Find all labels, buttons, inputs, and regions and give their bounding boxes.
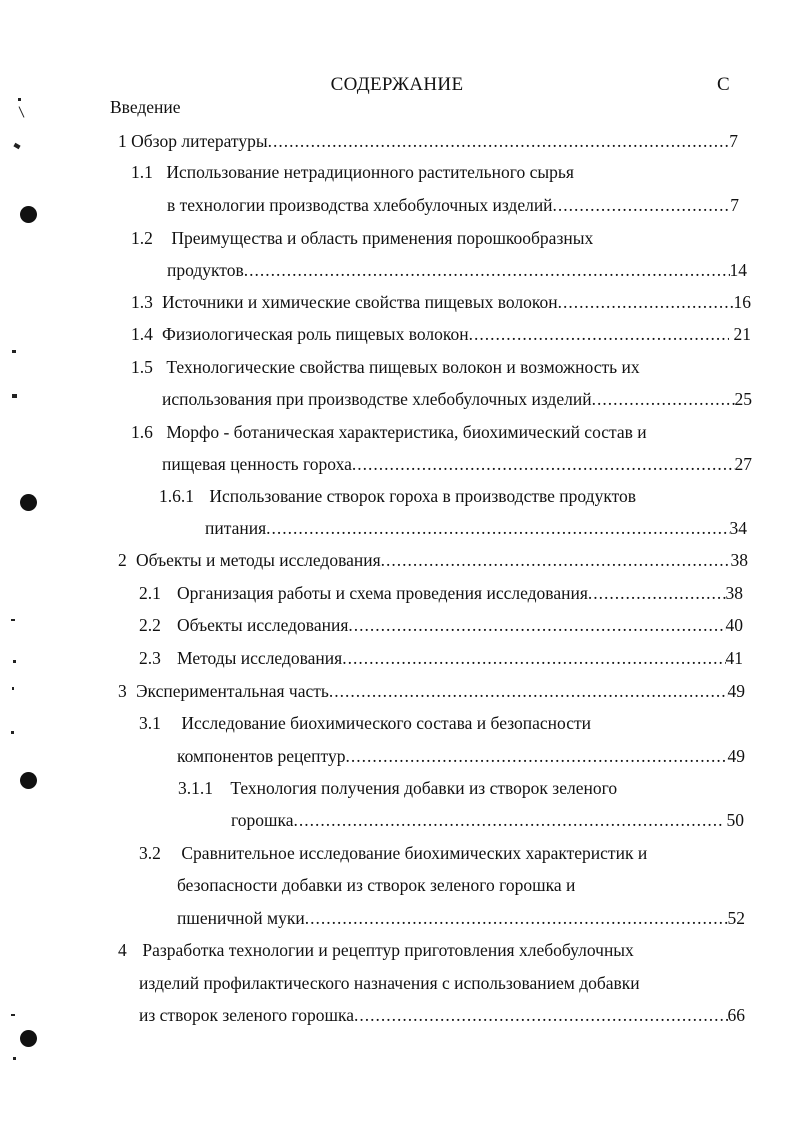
toc-leader <box>266 516 729 540</box>
scan-speck <box>11 731 14 734</box>
toc-number: 1.4 <box>131 324 153 344</box>
toc-entry-1-2 <box>131 226 593 250</box>
toc-page: 50 <box>722 810 744 830</box>
toc-entry-introduction <box>110 95 181 119</box>
toc-leader <box>592 387 735 411</box>
scan-speck <box>11 1014 15 1016</box>
punch-hole <box>20 772 37 789</box>
toc-text: продуктов <box>167 260 244 280</box>
toc-text: Объекты и методы исследования <box>136 550 381 570</box>
toc-page: 16 <box>733 292 751 312</box>
toc-page: 27 <box>734 454 752 474</box>
toc-entry-1-3 <box>131 290 751 314</box>
toc-text: Физиологическая роль пищевых волокон <box>162 324 469 344</box>
toc-entry-2-1 <box>139 581 743 605</box>
toc-number: 2.3 <box>139 648 161 668</box>
toc-page: 49 <box>727 681 745 701</box>
toc-text: горошка <box>231 810 294 830</box>
toc-number: 1.3 <box>131 292 153 312</box>
toc-text: Технологические свойства пищевых волокон и возможность их <box>166 357 640 377</box>
toc-leader <box>345 744 727 768</box>
toc-text: изделий профилактического назначения с использованием добавки <box>139 973 640 993</box>
toc-page: 40 <box>725 615 743 635</box>
toc-text: в технологии производства хлебобулочных изделий <box>167 195 553 215</box>
toc-number: 1.2 <box>131 228 153 248</box>
punch-hole <box>20 1030 37 1047</box>
punch-hole <box>20 206 37 223</box>
toc-text: Преимущества и область применения порошкообразных <box>171 228 594 248</box>
toc-entry-1-6-cont <box>162 452 752 476</box>
punch-hole <box>20 494 37 511</box>
toc-text: Сравнительное исследование биохимических характеристик и <box>181 843 648 863</box>
scan-speck <box>12 394 17 398</box>
toc-text: пищевая ценность гороха <box>162 454 352 474</box>
toc-number: 1.5 <box>131 357 153 377</box>
scan-speck <box>18 98 21 101</box>
toc-entry-2-2 <box>139 613 743 637</box>
toc-text: Методы исследования <box>177 648 343 668</box>
toc-text: безопасности добавки из створок зеленого горошка и <box>177 875 576 895</box>
toc-leader <box>354 1003 728 1027</box>
toc-leader <box>348 613 725 637</box>
toc-leader <box>381 548 731 572</box>
toc-page: 41 <box>725 648 743 668</box>
toc-entry-4 <box>118 938 634 962</box>
toc-page: 21 <box>729 324 751 344</box>
scan-speck <box>13 143 20 149</box>
toc-entry-3-1 <box>139 711 591 735</box>
toc-leader <box>588 581 726 605</box>
toc-entry-1-1-cont <box>167 193 739 217</box>
scan-speck <box>11 619 15 621</box>
toc-leader <box>469 322 730 346</box>
toc-entry-3-1-1-cont <box>231 808 744 832</box>
toc-entry-2 <box>118 548 748 572</box>
toc-number: 2.2 <box>139 615 161 635</box>
toc-entry-1-6-1 <box>159 484 636 508</box>
toc-number: 3.1 <box>139 713 161 733</box>
toc-text: Использование створок гороха в производстве продуктов <box>209 486 637 506</box>
toc-leader <box>268 129 730 153</box>
toc-page: 7 <box>730 195 739 215</box>
toc-number: 3 <box>118 681 127 701</box>
toc-number: 1.1 <box>131 162 153 182</box>
toc-text: Введение <box>110 97 181 117</box>
toc-page: 66 <box>727 1005 745 1025</box>
toc-number: 2 <box>118 550 127 570</box>
toc-number: 4 <box>118 940 127 960</box>
scan-speck <box>13 660 16 663</box>
toc-entry-3-2-cont <box>177 873 575 897</box>
toc-text: Морфо - ботаническая характеристика, биохимический состав и <box>166 422 647 442</box>
toc-text: использования при производстве хлебобулочных изделий <box>162 389 592 409</box>
toc-leader <box>305 906 728 930</box>
toc-page: 49 <box>727 746 745 766</box>
toc-text: питания <box>205 518 267 538</box>
toc-text: Объекты исследования <box>177 615 349 635</box>
toc-entry-1-4 <box>131 322 751 346</box>
toc-text: Экспериментальная часть <box>136 681 329 701</box>
toc-leader <box>553 193 731 217</box>
toc-leader <box>293 808 722 832</box>
toc-entry-1-6-1-cont <box>205 516 747 540</box>
toc-number: 2.1 <box>139 583 161 603</box>
toc-text: пшеничной муки <box>177 908 305 928</box>
toc-text: Исследование биохимического состава и безопасности <box>181 713 591 733</box>
toc-entry-3-2 <box>139 841 647 865</box>
page-column-label: С <box>717 74 730 95</box>
scan-speck <box>19 106 25 117</box>
toc-page: 38 <box>725 583 743 603</box>
toc-entry-2-3 <box>139 646 743 670</box>
toc-text: Источники и химические свойства пищевых волокон <box>162 292 558 312</box>
toc-entry-1 <box>118 129 738 153</box>
toc-leader <box>342 646 725 670</box>
toc-page: 25 <box>734 389 752 409</box>
toc-entry-1-5 <box>131 355 640 379</box>
toc-page: 34 <box>729 518 747 538</box>
toc-leader <box>558 290 734 314</box>
toc-entry-1-2-cont <box>167 258 747 282</box>
toc-page: 52 <box>727 908 745 928</box>
toc-number: 3.2 <box>139 843 161 863</box>
toc-entry-1-6 <box>131 420 647 444</box>
toc-text: Технология получения добавки из створок зеленого <box>230 778 618 798</box>
toc-text: компонентов рецептур <box>177 746 346 766</box>
toc-leader <box>329 679 728 703</box>
toc-page: 38 <box>730 550 748 570</box>
toc-entry-4-cont2 <box>139 1003 745 1027</box>
toc-leader <box>352 452 735 476</box>
toc-text: Организация работы и схема проведения исследования <box>177 583 588 603</box>
toc-entry-3 <box>118 679 745 703</box>
scan-speck <box>12 350 16 353</box>
toc-number: 1.6.1 <box>159 486 194 506</box>
toc-number: 3.1.1 <box>178 778 213 798</box>
toc-text: Разработка технологии и рецептур приготовления хлебобулочных <box>142 940 634 960</box>
scan-speck <box>12 687 14 690</box>
toc-entry-4-cont <box>139 971 640 995</box>
toc-number: 1.6 <box>131 422 153 442</box>
toc-page: 14 <box>729 260 747 280</box>
toc-text: Использование нетрадиционного растительного сырья <box>166 162 574 182</box>
toc-entry-3-1-1 <box>178 776 617 800</box>
toc-entry-1-1 <box>131 160 574 184</box>
scan-speck <box>13 1057 16 1060</box>
toc-entry-1-5-cont <box>162 387 752 411</box>
toc-text: 1 Обзор литературы <box>118 131 268 151</box>
toc-entry-3-2-cont2 <box>177 906 745 930</box>
toc-entry-3-1-cont <box>177 744 745 768</box>
toc-leader <box>244 258 730 282</box>
page-title: СОДЕРЖАНИЕ <box>330 74 464 95</box>
toc-page: 7 <box>729 131 738 151</box>
toc-text: из створок зеленого горошка <box>139 1005 354 1025</box>
